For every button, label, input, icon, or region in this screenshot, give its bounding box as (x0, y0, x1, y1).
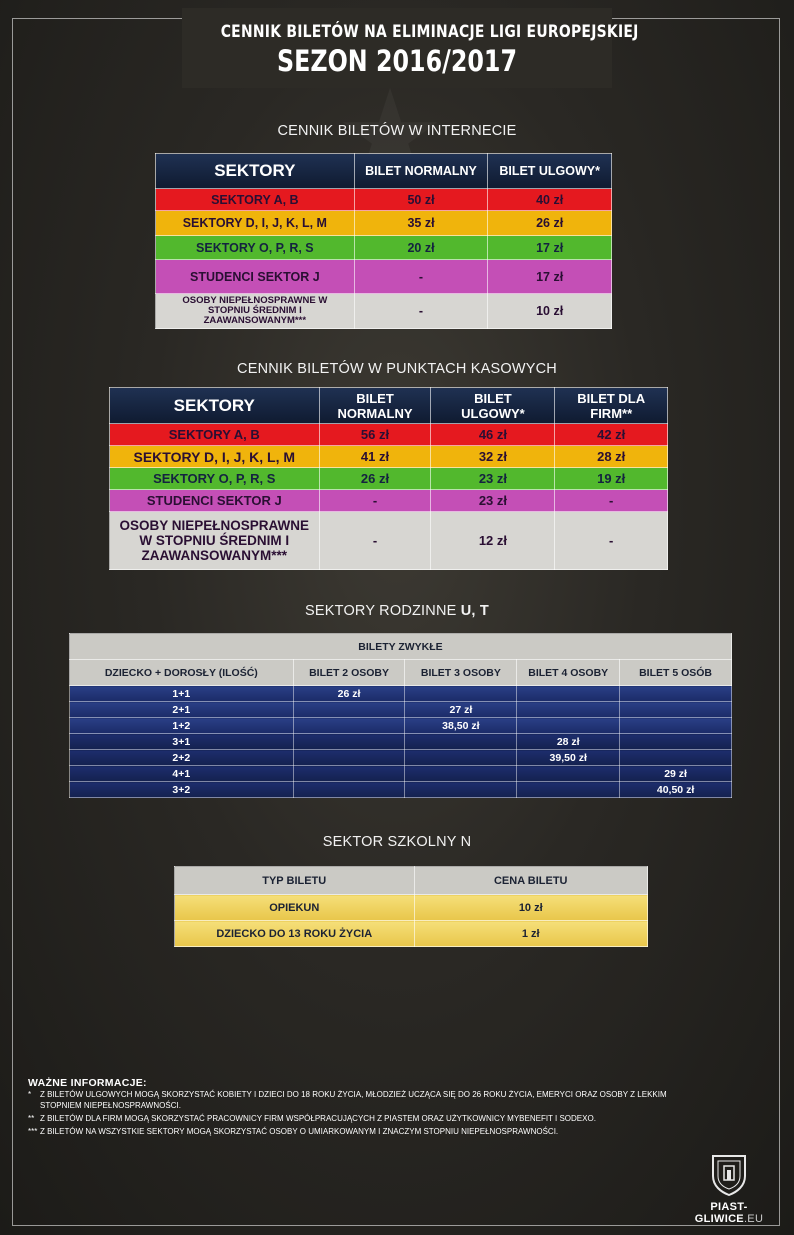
brand-tld: .EU (743, 1213, 764, 1225)
price-cell (620, 734, 732, 750)
price-cell (517, 766, 620, 782)
price-cell: - (319, 512, 431, 570)
title-block (182, 8, 639, 88)
table-row (70, 750, 732, 766)
price-cell (517, 686, 620, 702)
price-cell (293, 734, 405, 750)
sector-cell: STUDENCI SEKTOR J (156, 260, 355, 294)
price-cell (293, 766, 405, 782)
family-price-table (69, 633, 732, 798)
box-office-price-table (109, 387, 668, 570)
price-cell: 10 zł (414, 895, 648, 921)
price-cell (620, 750, 732, 766)
price-cell: 46 zł (431, 424, 555, 446)
price-cell: 40,50 zł (620, 782, 732, 798)
brand-logo[interactable] (680, 1152, 778, 1225)
online-section-title: CENNIK BILETÓW W INTERNECIE (277, 123, 517, 139)
price-cell: - (555, 512, 668, 570)
price-cell: 42 zł (555, 424, 668, 446)
sector-cell: OSOBY NIEPEŁNOSPRAWNE W STOPNIU ŚREDNIM I ZAAWANSOWANYM*** (110, 512, 320, 570)
column-header: BILET ULGOWY* (488, 154, 612, 189)
combo-cell: 1+2 (70, 718, 294, 734)
price-cell: 28 zł (555, 446, 668, 468)
table-row (70, 718, 732, 734)
column-header: CENA BILETU (414, 867, 648, 895)
table-row (110, 490, 668, 512)
price-cell: 29 zł (620, 766, 732, 782)
price-cell: 23 zł (431, 468, 555, 490)
column-header: BILET 2 OSOBY (293, 660, 405, 686)
price-cell (405, 750, 517, 766)
price-cell (293, 718, 405, 734)
brand-domain: PIAST-GLIWICE (694, 1201, 748, 1225)
footnote-text: Z BILETÓW DLA FIRM MOGĄ SKORZYSTAĆ PRACOWNICY FIRM WSPÓŁPRACUJĄCYCH Z PIASTEM ORAZ UŻYTKOWNICY MYBENEFIT I SODEXO. (40, 1114, 596, 1123)
price-cell: - (319, 490, 431, 512)
sector-cell: STUDENCI SEKTOR J (110, 490, 320, 512)
price-cell: 26 zł (319, 468, 431, 490)
price-cell: 35 zł (354, 211, 488, 236)
price-cell: 56 zł (319, 424, 431, 446)
price-cell: 38,50 zł (405, 718, 517, 734)
table-group-header-row (70, 634, 732, 660)
column-header: BILET 5 OSÓB (620, 660, 732, 686)
table-row (156, 236, 612, 260)
price-cell (620, 686, 732, 702)
sector-cell: SEKTORY D, I, J, K, L, M (156, 211, 355, 236)
price-cell: 12 zł (431, 512, 555, 570)
price-cell: 50 zł (354, 189, 488, 211)
price-cell (405, 686, 517, 702)
column-header: SEKTORY (156, 154, 355, 189)
footnote (28, 1089, 708, 1111)
price-cell (293, 750, 405, 766)
price-cell: 10 zł (488, 294, 612, 329)
column-header: DZIECKO + DOROSŁY (ILOŚĆ) (70, 660, 294, 686)
info-heading: WAŻNE INFORMACJE: (28, 1077, 147, 1089)
price-cell: 27 zł (405, 702, 517, 718)
column-header: TYP BILETU (175, 867, 415, 895)
footnote-mark: *** (28, 1127, 38, 1136)
price-cell: 19 zł (555, 468, 668, 490)
table-row (70, 702, 732, 718)
price-cell: - (555, 490, 668, 512)
price-cell: 39,50 zł (517, 750, 620, 766)
group-header: BILETY ZWYKŁE (70, 634, 732, 660)
price-cell: 40 zł (488, 189, 612, 211)
price-cell: - (354, 260, 488, 294)
combo-cell: 2+2 (70, 750, 294, 766)
column-header: BILET 3 OSOBY (405, 660, 517, 686)
table-row (156, 294, 612, 329)
price-cell: 17 zł (488, 236, 612, 260)
combo-cell: 2+1 (70, 702, 294, 718)
column-header: BILET NORMALNY (319, 388, 431, 424)
table-row (175, 895, 648, 921)
price-cell: 26 zł (293, 686, 405, 702)
page-subtitle: SEZON 2016/2017 (276, 44, 518, 78)
sector-cell: SEKTORY A, B (156, 189, 355, 211)
column-header: SEKTORY (110, 388, 320, 424)
table-row (70, 766, 732, 782)
table-row (156, 211, 612, 236)
sector-cell: SEKTORY O, P, R, S (110, 468, 320, 490)
footnote (28, 1126, 708, 1137)
price-cell: 20 zł (354, 236, 488, 260)
family-title-text: SEKTORY RODZINNE (305, 603, 457, 619)
price-cell (517, 702, 620, 718)
footnote-mark: ** (28, 1114, 35, 1123)
table-row (110, 512, 668, 570)
table-row (110, 468, 668, 490)
table-row (110, 446, 668, 468)
price-cell (293, 782, 405, 798)
table-header-row (156, 154, 612, 189)
price-cell (517, 718, 620, 734)
piast-crest-icon (709, 1152, 749, 1201)
footnote-text: Z BILETÓW ULGOWYCH MOGĄ SKORZYSTAĆ KOBIETY I DZIECI DO 18 ROKU ŻYCIA, MŁODZIEŻ UCZĄCA SIĘ DO 26 ROKU ŻYCIA, EMERYCI ORAZ OSOBY Z LEKKIM STOPNIEM NIEPEŁNOSPRAWNOŚCI. (40, 1090, 667, 1110)
ticket-type-cell: DZIECKO DO 13 ROKU ŻYCIA (175, 921, 415, 947)
combo-cell: 4+1 (70, 766, 294, 782)
table-row (70, 782, 732, 798)
price-cell: 23 zł (431, 490, 555, 512)
price-cell: 28 zł (517, 734, 620, 750)
table-header-row (175, 867, 648, 895)
column-header: BILET DLA FIRM** (555, 388, 668, 424)
family-section-title (0, 603, 794, 619)
table-row (175, 921, 648, 947)
price-cell (293, 702, 405, 718)
family-title-sectors: U, T (460, 603, 489, 619)
price-cell: 26 zł (488, 211, 612, 236)
sector-cell: SEKTORY A, B (110, 424, 320, 446)
sector-cell: OSOBY NIEPEŁNOSPRAWNE W STOPNIU ŚREDNIM I ZAAWANSOWANYM*** (156, 294, 355, 329)
table-header-row (110, 388, 668, 424)
page-title: CENNIK BILETÓW NA ELIMINACJE LIGI EUROPEJSKIEJ (220, 22, 639, 42)
column-header: BILET NORMALNY (354, 154, 488, 189)
price-cell: 41 zł (319, 446, 431, 468)
table-row (110, 424, 668, 446)
price-cell (405, 734, 517, 750)
table-header-row (70, 660, 732, 686)
footnote-mark: * (28, 1090, 32, 1099)
column-header: BILET 4 OSOBY (517, 660, 620, 686)
ticket-type-cell: OPIEKUN (175, 895, 415, 921)
price-cell (405, 766, 517, 782)
table-row (156, 189, 612, 211)
sector-cell: SEKTORY O, P, R, S (156, 236, 355, 260)
school-section-title: SEKTOR SZKOLNY N (322, 834, 472, 850)
online-price-table (155, 153, 612, 329)
important-info (28, 1078, 708, 1137)
price-cell: 17 zł (488, 260, 612, 294)
price-cell: 32 zł (431, 446, 555, 468)
school-price-table (174, 866, 648, 947)
brand-name (680, 1201, 778, 1225)
footnote-text: Z BILETÓW NA WSZYSTKIE SEKTORY MOGĄ SKORZYSTAĆ OSOBY O UMIARKOWANYM I ZNACZYM STOPNIU NIEPEŁNOSPRAWNOŚCI. (40, 1127, 559, 1136)
combo-cell: 3+2 (70, 782, 294, 798)
table-row (70, 686, 732, 702)
combo-cell: 3+1 (70, 734, 294, 750)
price-cell: - (354, 294, 488, 329)
box-office-section-title: CENNIK BILETÓW W PUNKTACH KASOWYCH (237, 361, 557, 377)
combo-cell: 1+1 (70, 686, 294, 702)
table-row (70, 734, 732, 750)
price-cell (620, 718, 732, 734)
column-header: BILET ULGOWY* (431, 388, 555, 424)
table-row (156, 260, 612, 294)
price-cell: 1 zł (414, 921, 648, 947)
price-cell (620, 702, 732, 718)
sector-cell: SEKTORY D, I, J, K, L, M (110, 446, 320, 468)
price-cell (517, 782, 620, 798)
footnote (28, 1113, 708, 1124)
price-cell (405, 782, 517, 798)
